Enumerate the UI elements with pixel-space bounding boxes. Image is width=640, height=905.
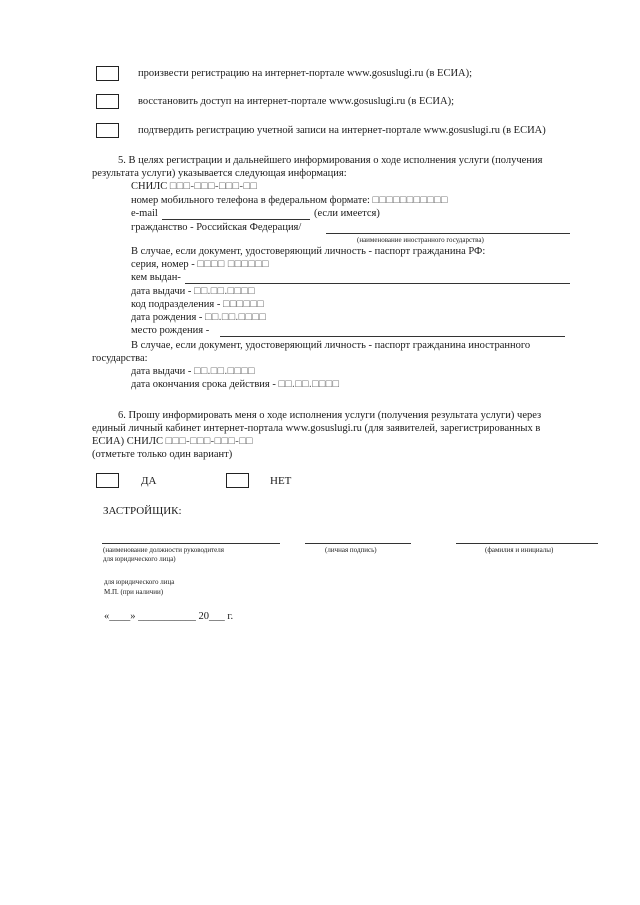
citizenship-field[interactable] xyxy=(326,233,570,234)
registration-option-checkbox-3[interactable] xyxy=(96,123,119,138)
division-code-label: код подразделения - xyxy=(131,299,221,310)
division-code-mask: □□□□□□ xyxy=(222,299,265,310)
issued-by-label: кем выдан- xyxy=(131,272,181,283)
email-field[interactable] xyxy=(162,219,310,220)
series-row xyxy=(131,259,269,270)
citizenship-label: гражданство - Российская Федерация/ xyxy=(131,222,302,233)
birth-date-mask: □□.□□.□□□□ xyxy=(205,312,267,323)
rf-passport-heading: В случае, если документ, удостоверяющий личность - паспорт гражданина РФ: xyxy=(131,246,486,257)
birth-date-label: дата рождения - xyxy=(131,312,203,323)
phone-label: номер мобильного телефона в федеральном формате: xyxy=(131,195,370,206)
birth-date-row xyxy=(131,312,266,323)
section6-line2: единый личный кабинет интернет-портала www.gosuslugi.ru (для заявителей, зарегистрированных в xyxy=(92,423,541,434)
birth-place-label: место рождения - xyxy=(131,325,210,336)
expiry-mask: □□.□□.□□□□ xyxy=(278,379,340,390)
foreign-issue-date-row xyxy=(131,366,255,377)
foreign-issue-date-mask: □□.□□.□□□□ xyxy=(193,366,255,377)
yes-label: ДА xyxy=(141,475,157,487)
foreign-issue-date-label: дата выдачи - xyxy=(131,366,192,377)
section5-intro-line1: 5. В целях регистрации и дальнейшего информирования о ходе исполнения услуги (получения xyxy=(118,155,543,166)
issued-by-field[interactable] xyxy=(185,283,570,284)
snils-label: СНИЛС xyxy=(131,181,168,192)
issue-date-mask: □□.□□.□□□□ xyxy=(193,286,255,297)
section6-line3 xyxy=(92,436,253,447)
no-checkbox[interactable] xyxy=(226,473,249,488)
issue-date-label: дата выдачи - xyxy=(131,286,192,297)
foreign-heading-line1: В случае, если документ, удостоверяющий личность - паспорт гражданина иностранного xyxy=(131,340,531,351)
foreign-heading-line2: государства: xyxy=(92,353,148,364)
position-field[interactable] xyxy=(102,543,280,544)
snils-row xyxy=(131,181,257,192)
expiry-label: дата окончания срока действия - xyxy=(131,379,276,390)
issue-date-row xyxy=(131,286,255,297)
email-note: (если имеется) xyxy=(314,208,380,219)
name-field[interactable] xyxy=(456,543,598,544)
email-label: e-mail xyxy=(131,208,158,219)
expiry-row xyxy=(131,379,339,390)
section6-line1: 6. Прошу информировать меня о ходе исполнения услуги (получения результата услуги) через xyxy=(118,410,542,421)
division-code-row xyxy=(131,299,264,310)
birth-place-field[interactable] xyxy=(220,336,565,337)
signature-field[interactable] xyxy=(305,543,411,544)
section6-note: (отметьте только один вариант) xyxy=(92,449,233,460)
registration-option-label-3: подтвердить регистрацию учетной записи на интернет-портале www.gosuslugi.ru (в ЕСИА) xyxy=(138,125,546,136)
series-label: серия, номер - xyxy=(131,259,195,270)
signature-heading: ЗАСТРОЙЩИК: xyxy=(103,505,182,517)
registration-option-checkbox-1[interactable] xyxy=(96,66,119,81)
series-mask: □□□□ □□□□□□ xyxy=(197,259,269,270)
registration-option-label-1: произвести регистрацию на интернет-портале www.gosuslugi.ru (в ЕСИА); xyxy=(138,68,473,79)
phone-row xyxy=(131,195,448,206)
section5-intro-line2: результата услуги) указывается следующая информация: xyxy=(92,168,347,179)
snils-mask: □□□-□□□-□□□-□□ xyxy=(169,181,258,192)
position-caption-line2: для юридического лица) xyxy=(103,555,176,563)
position-caption-line1: (наименование должности руководителя xyxy=(103,546,224,554)
registration-option-checkbox-2[interactable] xyxy=(96,94,119,109)
registration-option-label-2: восстановить доступ на интернет-портале www.gosuslugi.ru (в ЕСИА); xyxy=(138,96,455,107)
no-label: НЕТ xyxy=(270,475,292,487)
name-caption: (фамилия и инициалы) xyxy=(485,546,554,554)
phone-mask: □□□□□□□□□□□ xyxy=(372,195,448,206)
signature-caption: (личная подпись) xyxy=(325,546,377,554)
citizenship-caption: (наименование иностранного государства) xyxy=(357,236,484,244)
seal-note: М.П. (при наличии) xyxy=(104,588,164,596)
date-line: «____» ___________ 20___ г. xyxy=(104,611,234,622)
yes-checkbox[interactable] xyxy=(96,473,119,488)
legal-entity-note: для юридического лица xyxy=(104,578,175,586)
section6-line3-prefix: ЕСИА) СНИЛС xyxy=(92,436,163,447)
section6-snils-mask: □□□-□□□-□□□-□□ xyxy=(165,436,253,447)
